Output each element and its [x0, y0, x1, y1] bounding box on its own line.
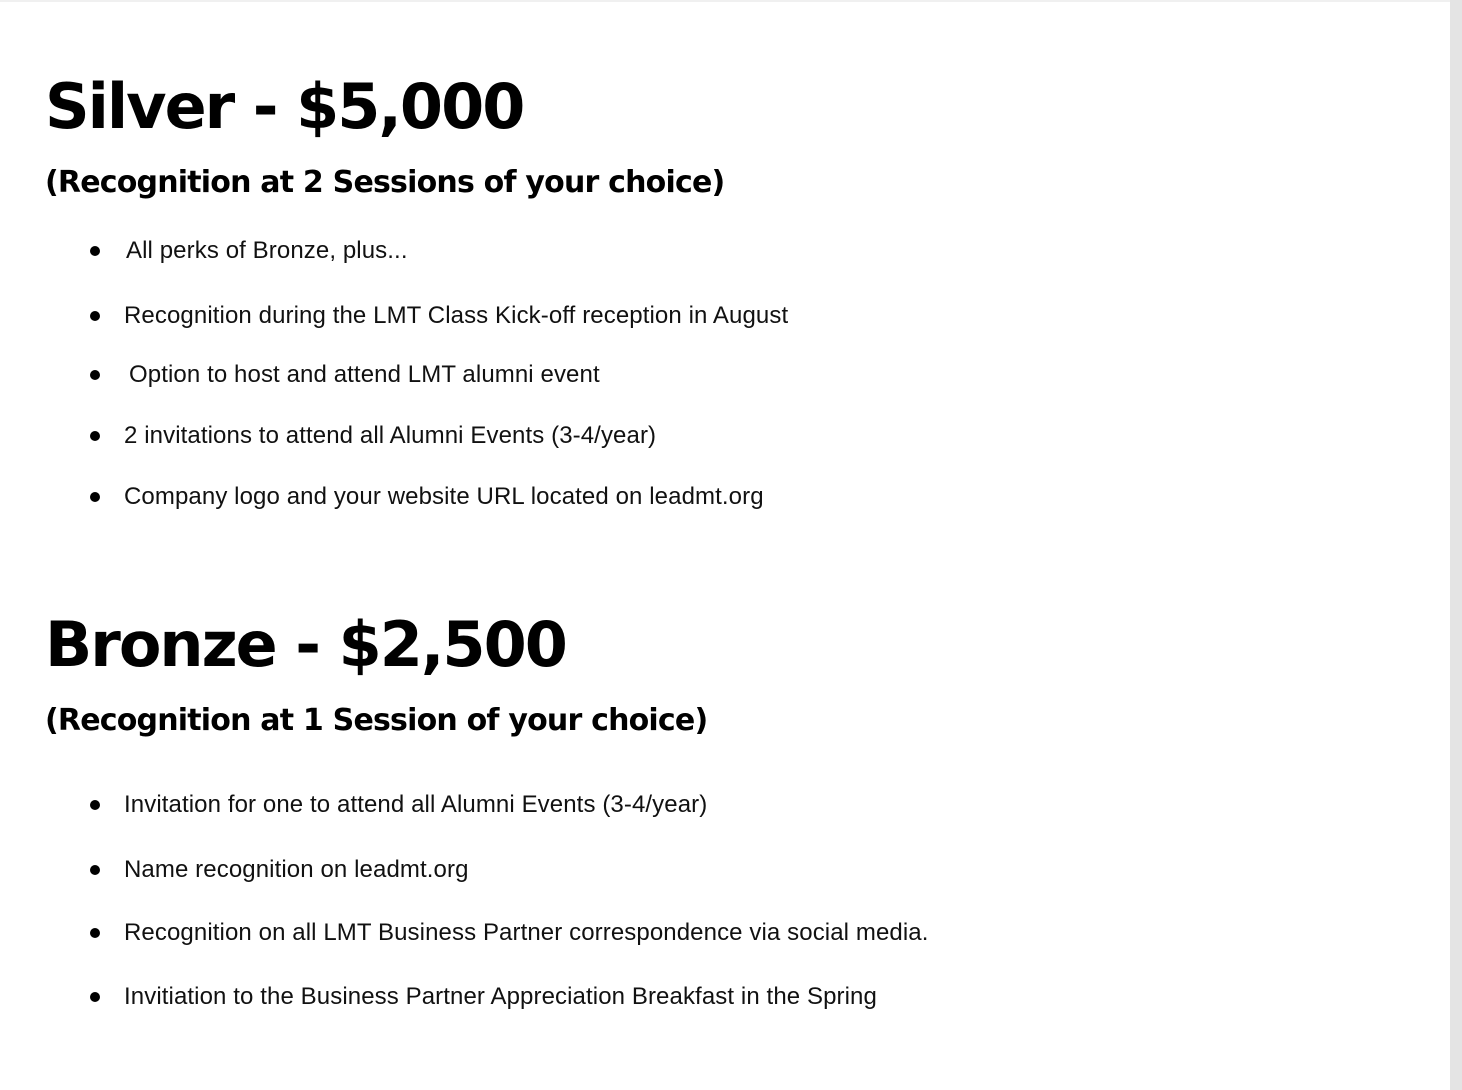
silver-perk-item: [90, 421, 656, 451]
bullet-icon: [90, 370, 100, 380]
perk-text: Company logo and your website URL located on leadmt.org: [124, 483, 764, 510]
bullet-icon: [90, 492, 100, 502]
bronze-perk-item: [90, 982, 877, 1012]
perk-text: Invitation for one to attend all Alumni Events (3-4/year): [124, 791, 708, 818]
perk-text: Name recognition on leadmt.org: [124, 856, 469, 883]
bronze-perk-item: [90, 918, 929, 948]
silver-tier-title: Silver - $5,000: [45, 70, 524, 143]
silver-perk-item: [90, 482, 764, 512]
page-top-edge: [0, 0, 1450, 2]
silver-perk-item: [90, 360, 600, 390]
bullet-icon: [90, 992, 100, 1002]
bronze-perk-item: [90, 855, 469, 885]
perk-text: Recognition during the LMT Class Kick-off reception in August: [124, 302, 789, 329]
perk-text: Option to host and attend LMT alumni event: [129, 361, 600, 388]
bronze-tier-title: Bronze - $2,500: [45, 608, 566, 681]
bullet-icon: [90, 928, 100, 938]
perk-text: Recognition on all LMT Business Partner correspondence via social media.: [124, 919, 929, 946]
perk-text: 2 invitations to attend all Alumni Events (3-4/year): [124, 422, 657, 449]
page-edge-strip: [1450, 0, 1462, 1090]
silver-perk-item: [90, 236, 408, 266]
bullet-icon: [90, 246, 100, 256]
bullet-icon: [90, 311, 100, 321]
perk-text: Invitiation to the Business Partner Appreciation Breakfast in the Spring: [124, 983, 877, 1010]
perk-text: All perks of Bronze, plus...: [126, 237, 408, 264]
bullet-icon: [90, 431, 100, 441]
bronze-perk-item: [90, 790, 707, 820]
bullet-icon: [90, 800, 100, 810]
silver-tier-subtitle: (Recognition at 2 Sessions of your choice): [45, 165, 725, 200]
silver-perk-item: [90, 301, 788, 331]
bullet-icon: [90, 865, 100, 875]
bronze-tier-subtitle: (Recognition at 1 Session of your choice): [45, 703, 708, 738]
